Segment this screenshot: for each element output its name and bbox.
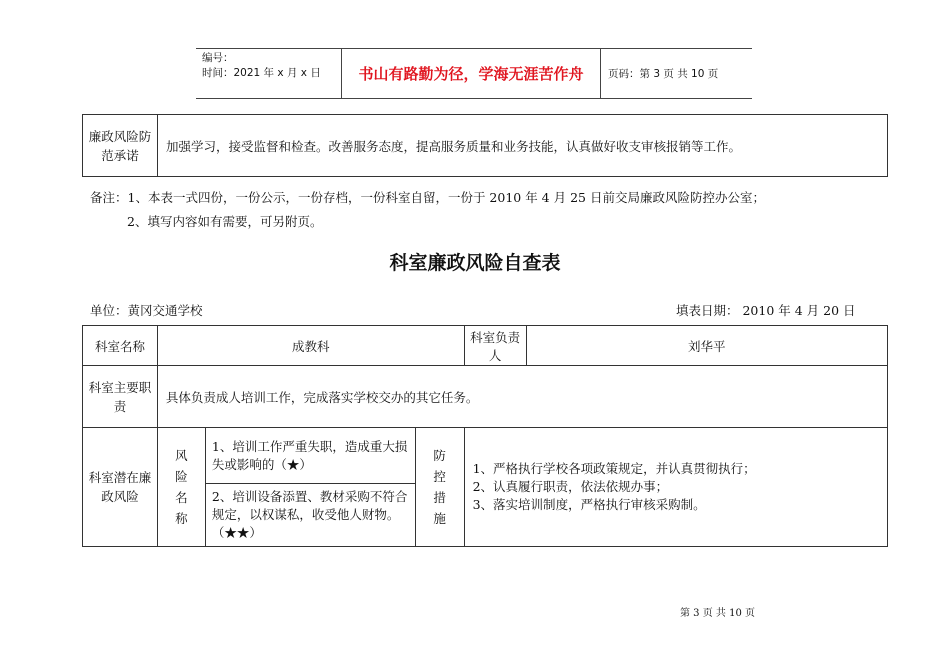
commitment-table xyxy=(82,114,888,177)
measure-label: 防控措施 xyxy=(415,428,464,547)
measure-item-2: 2、认真履行职责，依法依规办事； xyxy=(472,479,669,494)
commitment-label: 廉政风险防范承诺 xyxy=(83,115,158,177)
risk-name-label: 风险名称 xyxy=(157,428,205,547)
measure-item-3: 3、落实培训制度，严格执行审核采购制。 xyxy=(472,497,706,512)
table-row xyxy=(83,326,888,366)
form-title: 科室廉政风险自查表 xyxy=(389,252,561,274)
dept-head-value: 刘华平 xyxy=(526,326,887,366)
page-header xyxy=(196,48,752,99)
duty-label: 科室主要职责 xyxy=(83,366,158,428)
fill-date: 填表日期： 2010 年 4 月 20 日 xyxy=(676,303,856,318)
self-check-table xyxy=(82,325,888,547)
dept-name-value: 成教科 xyxy=(157,326,464,366)
time-label: 时间：2021 年 x 月 x 日 xyxy=(202,67,321,79)
risk-item-1: 1、培训工作严重失职，造成重大损失或影响的（★） xyxy=(205,428,415,484)
risk-label: 科室潜在廉政风险 xyxy=(83,428,158,547)
risk-item-2: 2、培训设备添置、教材采购不符合规定，以权谋私，收受他人财物。（★★） xyxy=(205,484,415,547)
note-line-2: 2、填写内容如有需要，可另附页。 xyxy=(127,214,323,229)
measure-item-1: 1、严格执行学校各项政策规定，并认真贯彻执行； xyxy=(472,461,756,476)
commitment-content: 加强学习，接受监督和检查。改善服务态度，提高服务质量和业务技能，认真做好收支审核报销等工作。 xyxy=(158,115,888,177)
duty-value: 具体负责成人培训工作，完成落实学校交办的其它任务。 xyxy=(157,366,887,428)
header-left xyxy=(202,51,340,81)
measure-list xyxy=(464,428,887,547)
motto: 书山有路勤为径，学海无涯苦作舟 xyxy=(341,49,601,98)
table-row xyxy=(83,428,888,484)
table-row xyxy=(83,115,888,177)
unit-label: 单位：黄冈交通学校 xyxy=(90,303,203,318)
page-footer: 第 3 页 共 10 页 xyxy=(680,608,755,619)
table-row xyxy=(83,366,888,428)
note-line-1: 备注：1、本表一式四份，一份公示，一份存档，一份科室自留，一份于 2010 年 4 月 25 日前交局廉政风险防控办公室； xyxy=(90,190,765,205)
serial-label: 编号： xyxy=(202,52,234,64)
dept-head-label: 科室负责人 xyxy=(464,326,526,366)
dept-name-label: 科室名称 xyxy=(83,326,158,366)
page-number-label: 页码：第 3 页 共 10 页 xyxy=(608,68,719,80)
